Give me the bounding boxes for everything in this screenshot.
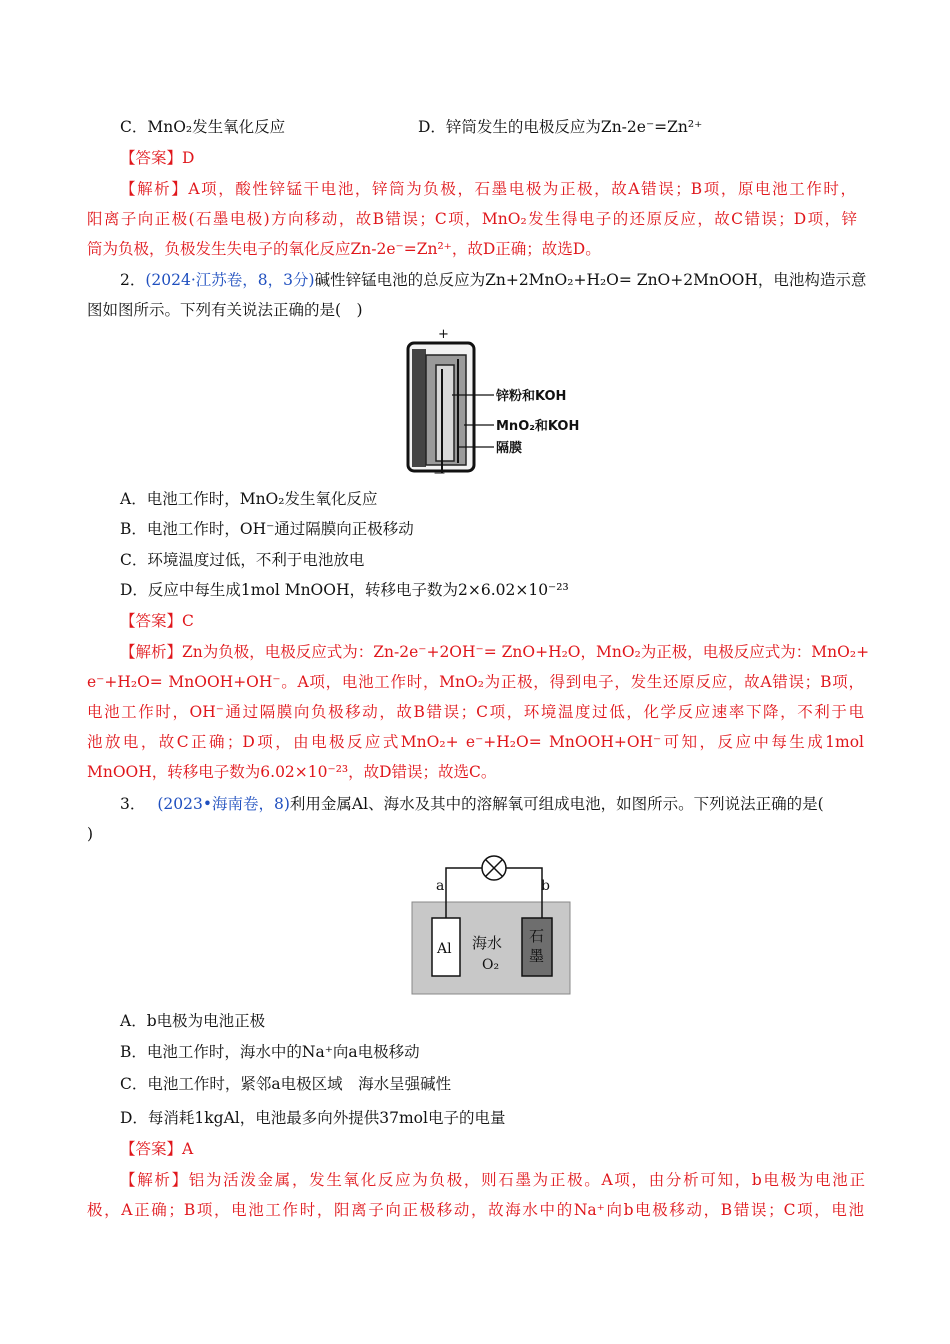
label-graphite-1: 石 [529,927,545,945]
q2-analysis-line-1: 【解析】Zn为负极，电极反应式为：Zn-2e⁻+2OH⁻= ZnO+H₂O，MnO₂为正极，电极反应式为：MnO₂+ [120,643,870,661]
q2-stem-text: 碱性锌锰电池的总反应为Zn+2MnO₂+H₂O= ZnO+2MnOOH，电池构造示意 [314,271,867,289]
al-seawater-cell-diagram [410,852,574,998]
alkaline-battery-diagram [398,325,588,477]
q2-analysis-line-4: 池放电，故C正确；D项，由电极反应式MnO₂+ e⁻+H₂O= MnOOH+OH⁻可知，反应中每生成1mol [87,733,864,751]
q2-stem-line-2: 图如图所示。下列有关说法正确的是( ) [87,301,363,319]
q1-analysis-line-3: 筒为负极，负极发生失电子的氧化反应Zn-2e⁻=Zn²⁺，故D正确；故选D。 [87,240,601,258]
q3-source: (2023•海南卷，8) [157,795,290,813]
plus-terminal-label: + [438,327,449,342]
q3-option-a: A．b电极为电池正极 [120,1012,266,1030]
q3-option-d: D．每消耗1kgAl，电池最多向外提供37mol电子的电量 [120,1109,506,1127]
label-seawater: 海水 [472,934,503,952]
q2-option-d: D．反应中每生成1mol MnOOH，转移电子数为2×6.02×10⁻²³ [120,581,569,599]
q2-option-a: A．电池工作时，MnO₂发生氧化反应 [120,490,378,508]
q3-analysis-line-2: 极，A正确；B项，电池工作时，阳离子向正极移动，故海水中的Na⁺向b电极移动，B错误；C项，电池 [87,1201,864,1219]
q2-analysis-line-2: e⁻+H₂O= MnOOH+OH⁻。A项，电池工作时，MnO₂为正极，得到电子，发生还原反应，故A错误；B项， [87,673,864,691]
q2-analysis-line-3: 电池工作时，OH⁻通过隔膜向负极移动，故B错误；C项，环境温度过低，化学反应速率下降，不利于电 [87,703,864,721]
label-al: Al [437,941,452,957]
q1-answer: 【答案】D [120,149,195,167]
label-graphite-2: 墨 [529,947,545,965]
label-o2: O₂ [482,957,500,973]
label-separator: 隔膜 [496,441,523,456]
q1-analysis-line-2: 阳离子向正极(石墨电极)方向移动，故B错误；C项，MnO₂发生得电子的还原反应，故C错误；D项，锌 [87,210,857,228]
q3-number: 3． [120,795,146,813]
q2-option-b: B．电池工作时，OH⁻通过隔膜向正极移动 [120,520,414,538]
minus-terminal-label: — [434,466,445,477]
label-mno2-koh: MnO₂和KOH [496,419,580,434]
q2-number: 2． [120,271,146,289]
zinc-core [436,365,454,461]
label-a: a [436,878,445,894]
q3-option-b: B．电池工作时，海水中的Na⁺向a电极移动 [120,1043,420,1061]
q3-stem-line-2: ) [87,825,94,843]
q2-analysis-line-5: MnOOH，转移电子数为6.02×10⁻²³，故D错误；故选C。 [87,763,497,781]
q1-option-c: C．MnO₂发生氧化反应 [120,118,286,136]
bulb-icon [482,856,506,880]
casing-cutaway [412,349,426,467]
q3-option-c: C．电池工作时，紧邻a电极区域 海水呈强碱性 [120,1075,452,1093]
q3-stem-text: 利用金属Al、海水及其中的溶解氧可组成电池，如图所示。下列说法正确的是( [289,795,824,813]
q2-answer: 【答案】C [120,612,194,630]
q1-option-d: D．锌筒发生的电极反应为Zn-2e⁻=Zn²⁺ [418,118,703,136]
q2-source: (2024·江苏卷，8，3分) [145,271,315,289]
q2-stem-line-1 [120,270,867,290]
q3-stem-line-1 [120,794,865,814]
label-zinc-koh: 锌粉和KOH [496,389,567,404]
q3-analysis-line-1: 【解析】铝为活泼金属，发生氧化反应为负极，则石墨为正极。A项，由分析可知，b电极为电池正 [120,1171,865,1189]
q2-option-c: C．环境温度过低，不利于电池放电 [120,551,365,569]
q3-answer: 【答案】A [120,1140,194,1158]
q1-analysis-line-1: 【解析】A项，酸性锌锰干电池，锌筒为负极，石墨电极为正极，故A错误；B项，原电池工作时， [120,180,856,198]
label-b: b [541,878,550,894]
